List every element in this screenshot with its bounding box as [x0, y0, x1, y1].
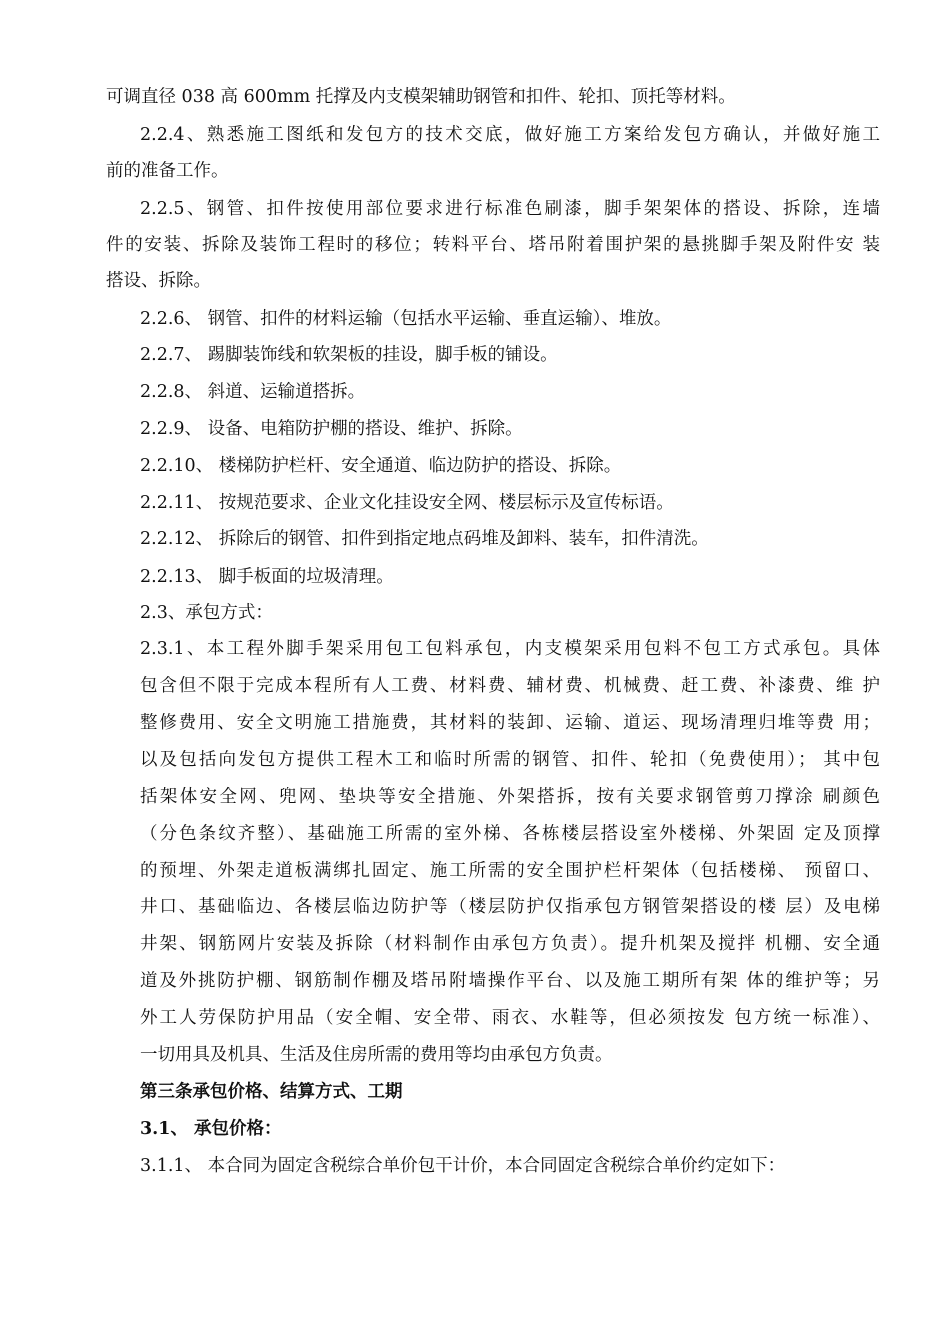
paragraph-2-2-10: 2.2.10、 楼梯防护栏杆、安全通道、临边防护的搭设、拆除。	[140, 456, 622, 476]
paragraph-2-3-1-line-3: 整修费用、安全文明施工措施费，其材料的装卸、运输、道运、现场清理归堆等费 用；	[140, 713, 880, 733]
paragraph-2-3-1-line-9: 井架、钢筋网片安装及拆除（材料制作由承包方负责）。提升机架及搅拌 机棚、安全通	[140, 934, 880, 954]
paragraph-2-2-1-tail: 可调直径 038 高 600mm 托撑及内支模架辅助钢管和扣件、轮扣、顶托等材料。	[106, 87, 736, 107]
paragraph-2-2-8: 2.2.8、 斜道、运输道搭拆。	[140, 382, 366, 402]
paragraph-2-2-5-line-3: 搭设、拆除。	[106, 271, 211, 291]
paragraph-2-3-1-line-4: 以及包括向发包方提供工程木工和临时所需的钢管、扣件、轮扣（免费使用）； 其中包	[140, 750, 880, 770]
paragraph-2-2-5-line-2: 件的安装、拆除及装饰工程时的移位；转料平台、塔吊附着围护架的悬挑脚手架及附件安 装	[106, 235, 880, 255]
paragraph-2-3-1-line-8: 井口、基础临边、各楼层临边防护等（楼层防护仅指承包方钢管架搭设的楼 层）及电梯	[140, 897, 880, 917]
paragraph-2-2-11: 2.2.11、 按规范要求、企业文化挂设安全网、楼层标示及宣传标语。	[140, 493, 674, 513]
paragraph-2-3-1-line-12: 一切用具及机具、生活及住房所需的费用等均由承包方负责。	[140, 1045, 613, 1065]
paragraph-2-2-9: 2.2.9、 设备、电箱防护棚的搭设、维护、拆除。	[140, 419, 523, 439]
heading-article-3: 第三条承包价格、结算方式、工期	[140, 1082, 403, 1102]
paragraph-2-3-1-line-6: （分色条纹齐整）、基础施工所需的室外梯、各栋楼层搭设室外楼梯、外架固 定及顶撑	[140, 824, 880, 844]
paragraph-2-2-7: 2.2.7、 踢脚装饰线和软架板的挂设，脚手板的铺设。	[140, 345, 558, 365]
paragraph-3-1-1: 3.1.1、 本合同为固定含税综合单价包干计价，本合同固定含税综合单价约定如下：	[140, 1156, 786, 1176]
paragraph-2-3-1-line-7: 的预埋、外架走道板满绑扎固定、施工所需的安全围护栏杆架体（包括楼梯、 预留口、	[140, 861, 880, 881]
paragraph-2-2-13: 2.2.13、 脚手板面的垃圾清理。	[140, 567, 394, 587]
paragraph-2-2-6: 2.2.6、 钢管、扣件的材料运输（包括水平运输、垂直运输）、堆放。	[140, 309, 672, 329]
paragraph-2-3-1-line-2: 包含但不限于完成本程所有人工费、材料费、辅材费、机械费、赶工费、补漆费、维 护	[140, 676, 880, 696]
paragraph-2-3-1-line-5: 括架体安全网、兜网、垫块等安全措施、外架搭拆，按有关要求钢管剪刀撑涂 刷颜色	[140, 787, 880, 807]
paragraph-2-3-1-line-10: 道及外挑防护棚、钢筋制作棚及塔吊附墙操作平台、以及施工期所有架 体的维护等；另	[140, 971, 880, 991]
paragraph-2-2-12: 2.2.12、 拆除后的钢管、扣件到指定地点码堆及卸料、装车，扣件清洗。	[140, 529, 709, 549]
paragraph-2-3-1-line-1: 2.3.1、本工程外脚手架采用包工包料承包，内支模架采用包料不包工方式承包。具体	[140, 639, 880, 659]
paragraph-2-2-5-line-1: 2.2.5、钢管、扣件按使用部位要求进行标准色刷漆，脚手架架体的搭设、拆除，连墙	[140, 199, 880, 219]
paragraph-2-3-1-line-11: 外工人劳保防护用品（安全帽、安全带、雨衣、水鞋等，但必须按发 包方统一标准）、	[140, 1008, 880, 1028]
heading-2-3: 2.3、承包方式：	[140, 603, 273, 623]
heading-3-1: 3.1、 承包价格：	[140, 1119, 282, 1139]
paragraph-2-2-4-line-2: 前的准备工作。	[106, 161, 229, 181]
paragraph-2-2-4-line-1: 2.2.4、熟悉施工图纸和发包方的技术交底，做好施工方案给发包方确认，并做好施工	[140, 125, 880, 145]
